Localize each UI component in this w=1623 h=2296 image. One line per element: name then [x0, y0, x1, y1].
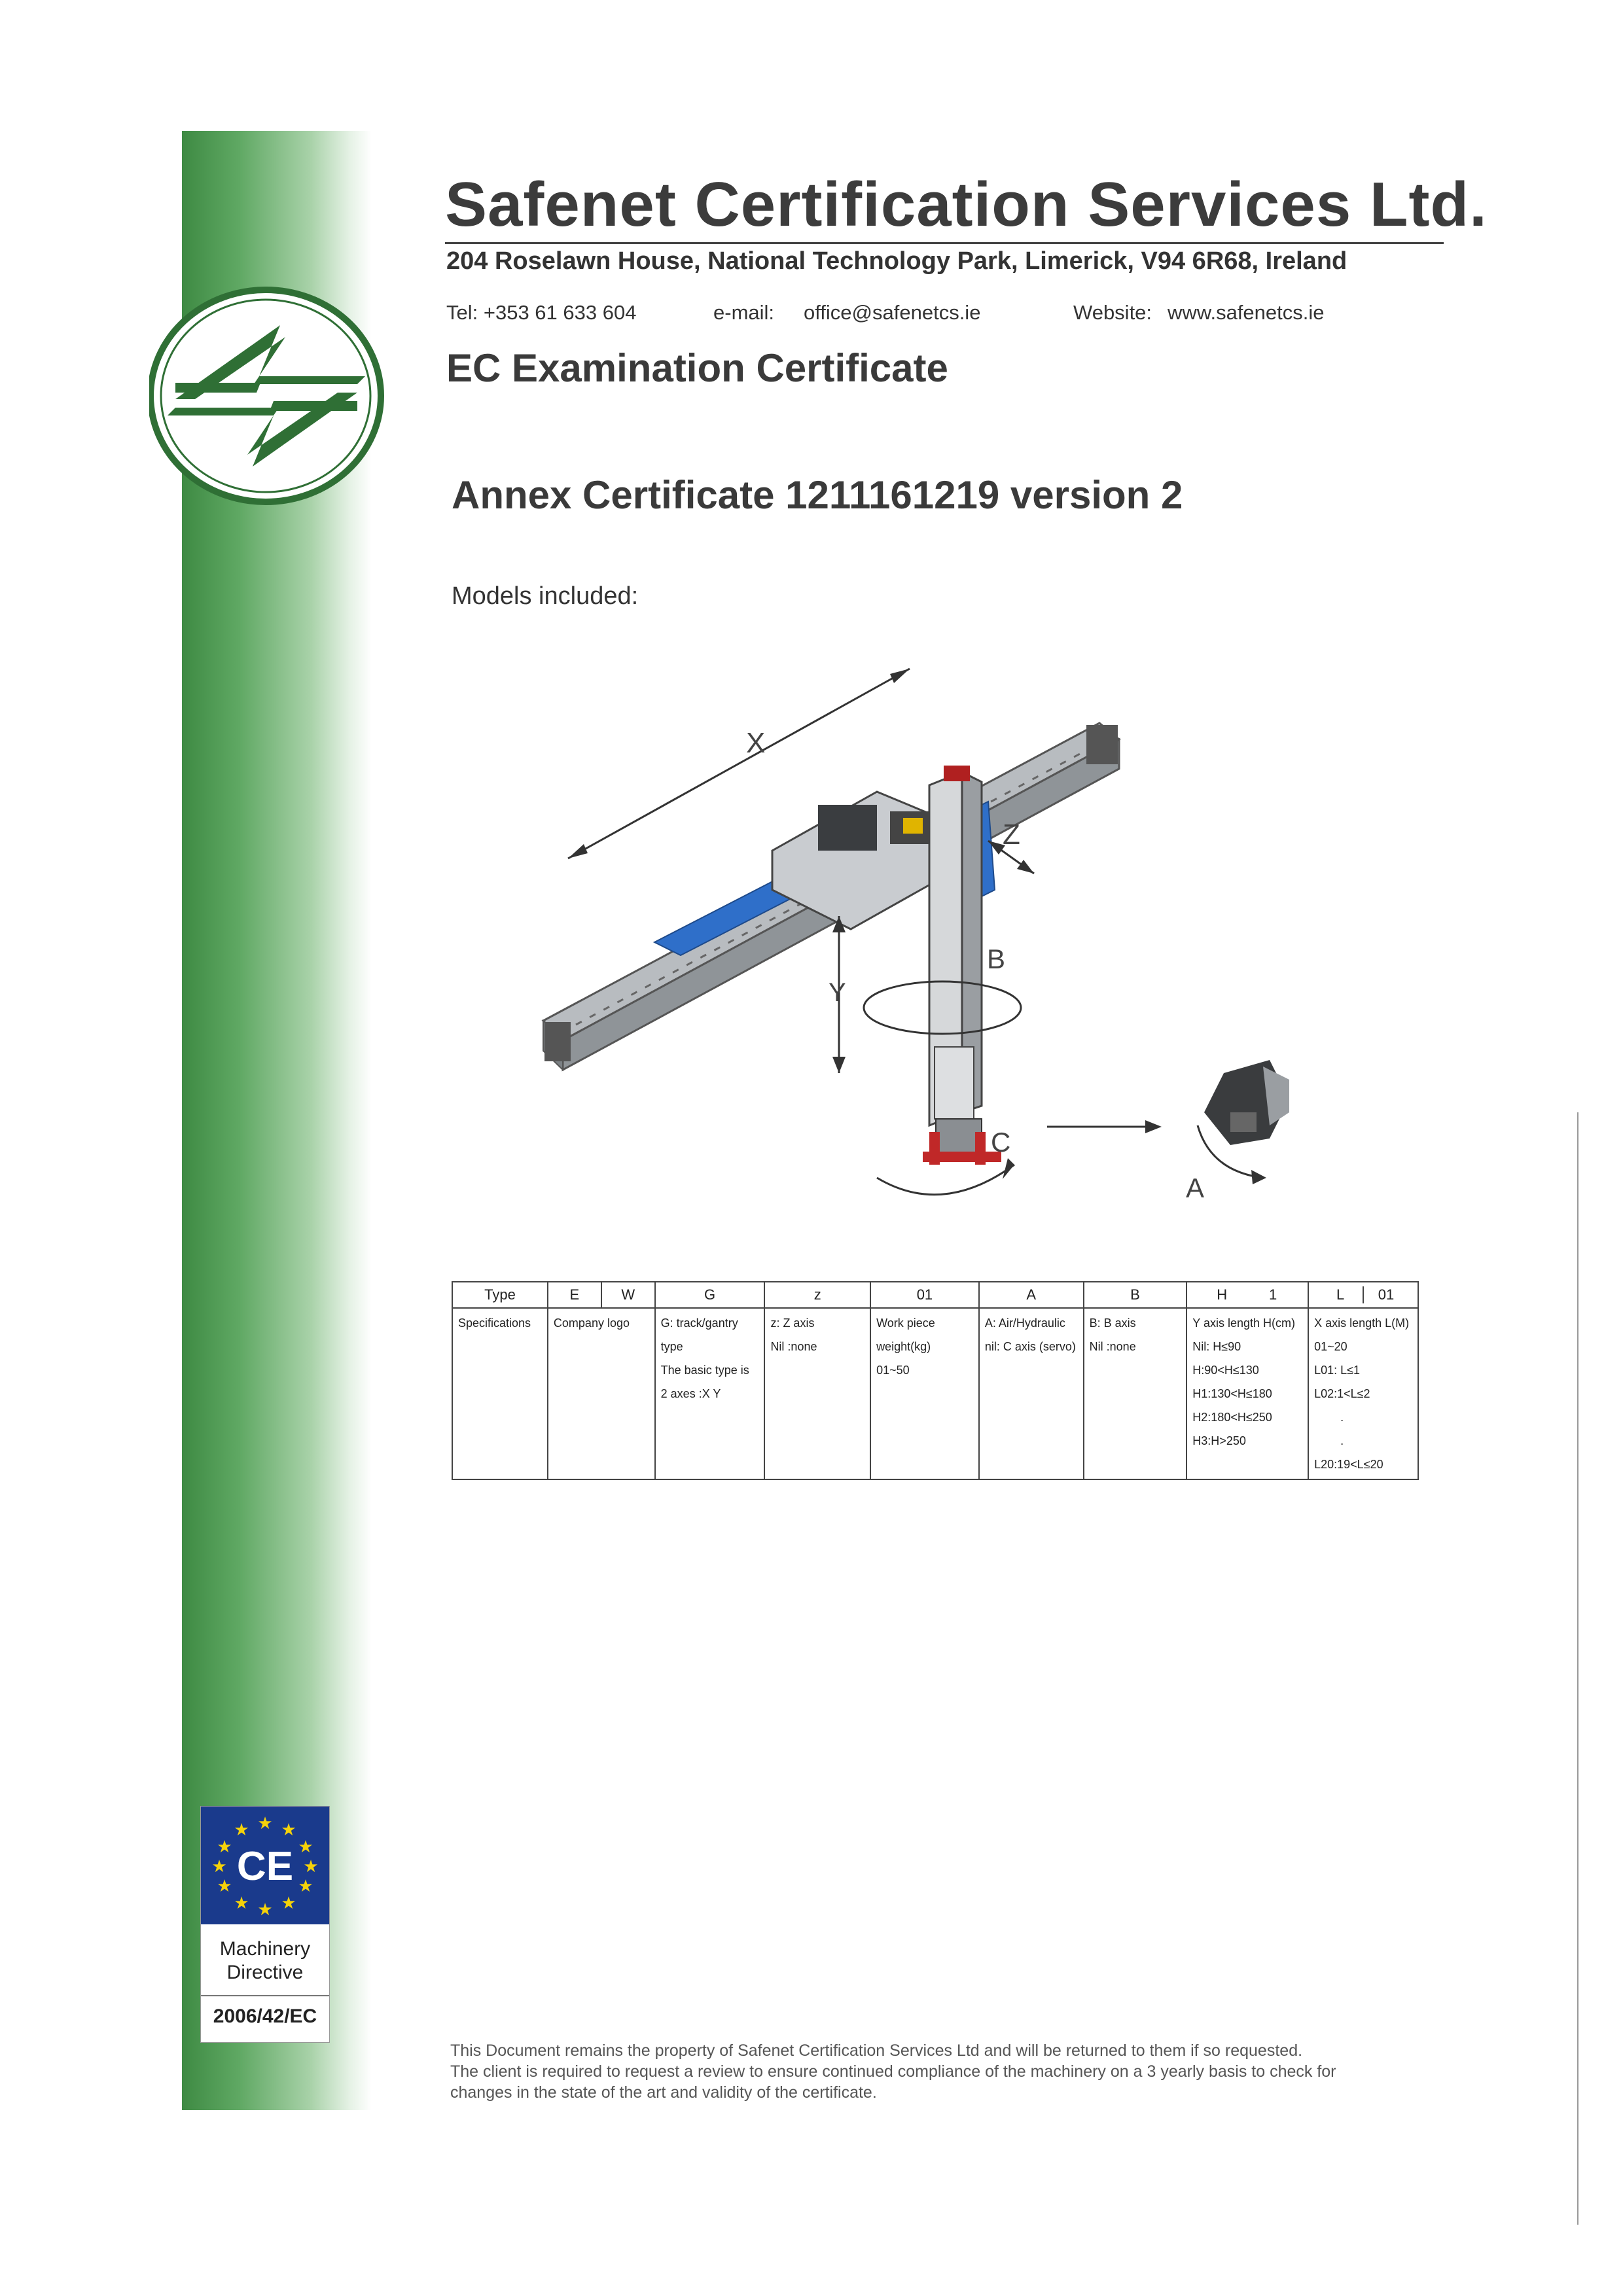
spec-z: z: Z axis Nil :none: [764, 1308, 870, 1479]
svg-text:★: ★: [303, 1857, 319, 1877]
spec-l: X axis length L(M) 01~20 L01: L≤1 L02:1<L≤2 . . L20:19<L≤20: [1308, 1308, 1418, 1479]
footer-notice: [450, 2040, 1432, 2103]
models-included-label: Models included:: [452, 582, 639, 610]
col-b: B: [1084, 1282, 1187, 1308]
spec-type: Specifications: [452, 1308, 548, 1479]
svg-text:★: ★: [281, 1894, 296, 1913]
scan-edge-line: [1577, 1112, 1578, 2225]
directive-number: 2006/42/EC: [213, 2005, 317, 2027]
svg-text:★: ★: [217, 1837, 232, 1857]
col-z: z: [764, 1282, 870, 1308]
footer-line: The client is required to request a review to ensure continued compliance of the machinery on a 3 yearly basis to check for: [450, 2062, 1336, 2081]
col-type: Type: [452, 1282, 548, 1308]
svg-text:★: ★: [211, 1857, 227, 1877]
svg-text:★: ★: [234, 1820, 249, 1840]
b-axis-label: B: [987, 944, 1006, 974]
col-e: E: [548, 1282, 601, 1308]
svg-text:★: ★: [298, 1837, 313, 1857]
c-rotation-arrow: [877, 1165, 1014, 1195]
website-link[interactable]: www.safenetcs.ie: [1168, 301, 1325, 324]
footer-line: changes in the state of the art and validity of the certificate.: [450, 2083, 877, 2102]
col-a: A: [979, 1282, 1084, 1308]
eu-stars-icon: [201, 1807, 329, 1924]
x-axis-label: X: [746, 727, 766, 759]
svg-text:★: ★: [257, 1814, 273, 1833]
email-label: e-mail:: [713, 301, 775, 324]
company-name: Safenet Certification Services Ltd.: [445, 169, 1488, 239]
footer-line: This Document remains the property of Safenet Certification Services Ltd and will be returned to them if so requested.: [450, 2041, 1303, 2060]
header-rule: [445, 242, 1444, 244]
table-spec-row: [452, 1308, 1418, 1479]
svg-text:★: ★: [257, 1900, 273, 1920]
spec-a: A: Air/Hydraulic nil: C axis (servo): [979, 1308, 1084, 1479]
safenet-logo: [149, 285, 391, 507]
ce-mark: CE: [236, 1844, 294, 1889]
svg-text:★: ★: [281, 1820, 296, 1840]
svg-text:★: ★: [234, 1894, 249, 1913]
email-address[interactable]: office@safenetcs.ie: [804, 301, 981, 324]
company-address: 204 Roselawn House, National Technology Park, Limerick, V94 6R68, Ireland: [446, 247, 1347, 275]
machinery-directive-label: Machinery Directive: [219, 1938, 311, 1983]
svg-text:★: ★: [217, 1877, 232, 1896]
spec-company-logo: Company logo: [548, 1308, 655, 1479]
col-g: G: [655, 1282, 765, 1308]
model-spec-table: [452, 1281, 1419, 1480]
telephone: Tel: +353 61 633 604: [446, 301, 637, 324]
c-axis-label: C: [991, 1127, 1011, 1157]
spec-b: B: B axis Nil :none: [1084, 1308, 1187, 1479]
table-header-row: [452, 1282, 1418, 1308]
spec-weight: Work piece weight(kg) 01~50: [870, 1308, 979, 1479]
badge-divider: [201, 1995, 329, 1996]
gripper-detail: [1204, 1060, 1289, 1145]
col-h: H 1: [1186, 1282, 1308, 1308]
col-w: W: [601, 1282, 655, 1308]
a-axis-label: A: [1186, 1173, 1205, 1203]
certificate-title: EC Examination Certificate: [446, 346, 948, 390]
spec-h: Y axis length H(cm) Nil: H≤90 H:90<H≤130 H1:130<H≤180 H2:180<H≤250 H3:H>250: [1186, 1308, 1308, 1479]
gantry-robot-diagram: [537, 654, 1322, 1217]
website-label: Website:: [1073, 301, 1152, 324]
col-l: L 01: [1308, 1282, 1418, 1308]
col-weight: 01: [870, 1282, 979, 1308]
z-axis-label: Z: [1003, 819, 1020, 851]
spec-g: G: track/gantry type The basic type is 2 axes :X Y: [655, 1308, 765, 1479]
svg-text:★: ★: [298, 1877, 313, 1896]
y-axis-label: Y: [829, 978, 846, 1007]
eu-flag: [201, 1807, 329, 1924]
ce-machinery-badge: [200, 1806, 330, 2043]
annex-certificate-title: Annex Certificate 1211161219 version 2: [452, 473, 1183, 517]
